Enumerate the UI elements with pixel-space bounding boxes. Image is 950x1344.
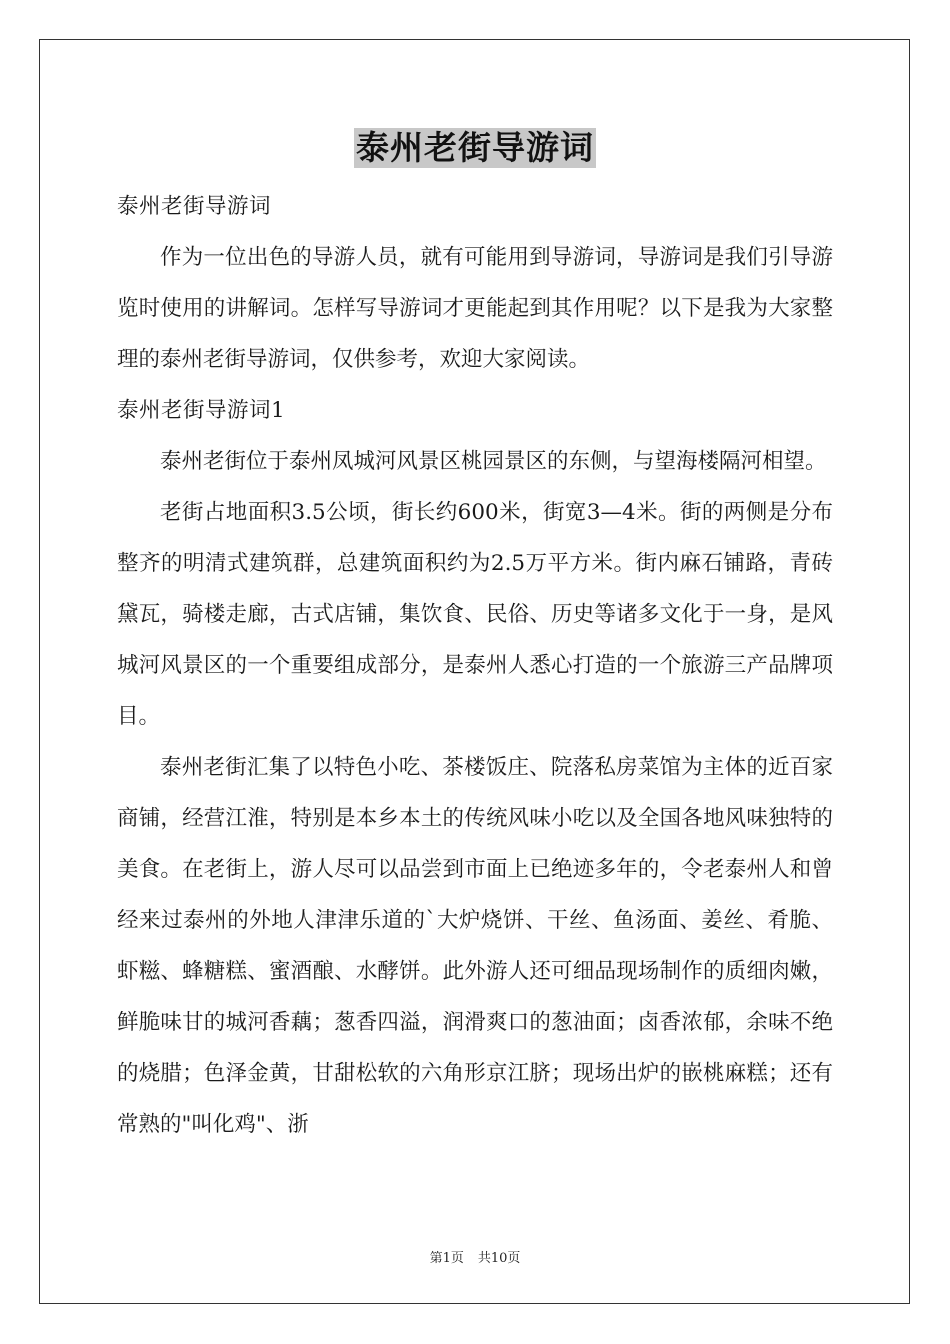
intro-paragraph: 作为一位出色的导游人员，就有可能用到导游词，导游词是我们引导游览时使用的讲解词。怎样写导游词才更能起到其作用呢？以下是我为大家整理的泰州老街导游词，仅供参考，欢迎大家阅读。 xyxy=(117,245,833,372)
page-footer xyxy=(0,1247,950,1266)
section-paragraph-food: 泰州老街汇集了以特色小吃、茶楼饭庄、院落私房菜馆为主体的近百家商铺，经营江淮，特别是本乡本土的传统风味小吃以及全国各地风味独特的美食。在老街上，游人尽可以品尝到市面上已绝迹多年的，令老泰州人和曾经来过泰州的外地人津津乐道的`大炉烧饼、干丝、鱼汤面、姜丝、肴脆、虾糍、蜂糖糕、蜜酒酿、水酵饼。此外游人还可细品现场制作的质细肉嫩，鲜脆味甘的城河香藕；葱香四溢，润滑爽口的葱油面；卤香浓郁，余味不绝的烧腊；色泽金黄，甘甜松软的六角形京江脐；现场出炉的嵌桃麻糕；还有常熟的"叫化鸡"、浙 xyxy=(117,755,833,1137)
section-heading: 泰州老街导游词1 xyxy=(117,398,286,423)
section-paragraph-location: 泰州老街位于泰州凤城河风景区桃园景区的东侧，与望海楼隔河相望。 xyxy=(160,449,827,474)
page-number: 第1页 xyxy=(429,1251,464,1266)
title-container xyxy=(0,128,950,168)
document-subtitle: 泰州老街导游词 xyxy=(117,194,272,219)
section-paragraph-area: 老街占地面积3.5公顷，街长约600米，街宽3—4米。街的两侧是分布整齐的明清式建筑群，总建筑面积约为2.5万平方米。街内麻石铺路，青砖黛瓦，骑楼走廊，古式店铺，集饮食、民俗、历史等诸多文化于一身，是风城河风景区的一个重要组成部分，是泰州人悉心打造的一个旅游三产品牌项目。 xyxy=(117,500,833,729)
document-body xyxy=(117,181,833,1150)
document-title: 泰州老街导游词 xyxy=(356,128,594,167)
page-total: 共10页 xyxy=(477,1251,521,1266)
